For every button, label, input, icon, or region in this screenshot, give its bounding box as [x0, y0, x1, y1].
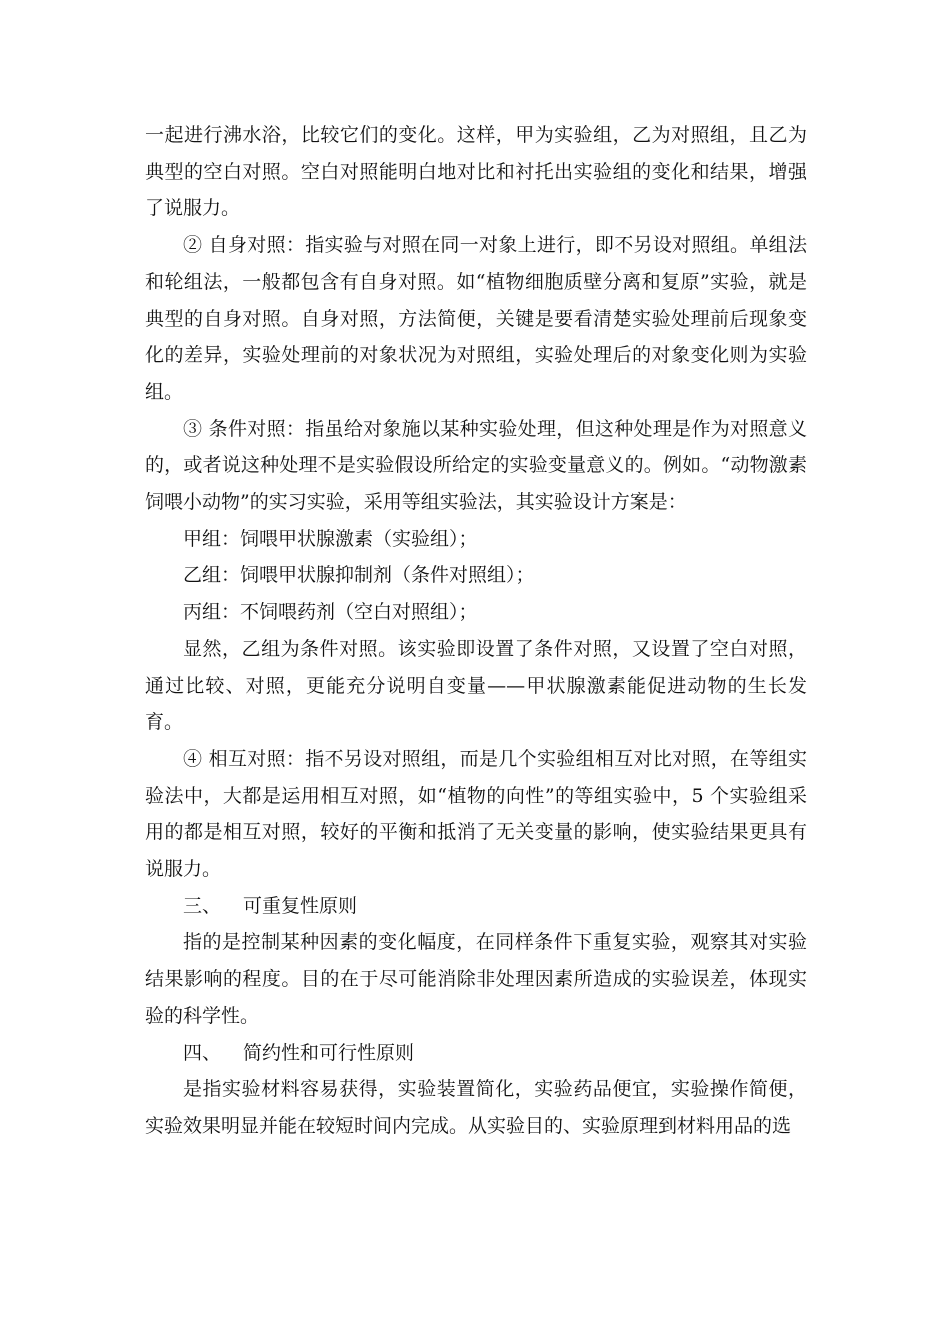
section-number: 三、: [183, 894, 222, 917]
group-yi-item: 乙组：饲喂甲状腺抑制剂（条件对照组）；: [183, 564, 535, 587]
section-title: 简约性和可行性原则: [243, 1041, 415, 1064]
section-heading-repeatability: [145, 888, 807, 925]
section-title: 可重复性原则: [243, 894, 358, 917]
section-heading-simplicity: [145, 1035, 807, 1072]
paragraph-mutual-control: ④ 相互对照：指不另设对照组，而是几个实验组相互对比对照，在等组实验法中，大都是运用相互对照，如“植物的向性”的等组实验中，5 个实验组采用的都是相互对照，较好的平衡和抵消了无关变量的影响，使实验结果更具有说服力。: [145, 747, 807, 881]
section-number: 四、: [183, 1041, 222, 1064]
document-body: [145, 117, 807, 1145]
paragraph-simplicity: 是指实验材料容易获得，实验装置简化，实验药品便宜，实验操作简便，实验效果明显并能在较短时间内完成。从实验目的、实验原理到材料用品的选: [145, 1078, 807, 1137]
paragraph-repeatability: 指的是控制某种因素的变化幅度，在同样条件下重复实验，观察其对实验结果影响的程度。目的在于尽可能消除非处理因素所造成的实验误差，体现实验的科学性。: [145, 931, 807, 1027]
paragraph-conclusion: 显然，乙组为条件对照。该实验即设置了条件对照，又设置了空白对照，通过比较、对照，更能充分说明自变量——甲状腺激素能促进动物的生长发育。: [145, 637, 807, 734]
paragraph-self-control: ② 自身对照：指实验与对照在同一对象上进行，即不另设对照组。单组法和轮组法，一般都包含有自身对照。如“植物细胞质壁分离和复原”实验，就是典型的自身对照。自身对照，方法简便，关键是要看清楚实验处理前后现象变化的差异，实验处理前的对象状况为对照组，实验处理后的对象变化则为实验组。: [145, 234, 807, 403]
group-bing-item: 丙组：不饲喂药剂（空白对照组）；: [183, 601, 478, 624]
paragraph-blank-control: 一起进行沸水浴，比较它们的变化。这样，甲为实验组，乙为对照组，且乙为典型的空白对照。空白对照能明白地对比和衬托出实验组的变化和结果，增强了说服力。: [145, 124, 807, 220]
paragraph-condition-control: ③ 条件对照：指虽给对象施以某种实验处理，但这种处理是作为对照意义的，或者说这种处理不是实验假设所给定的实验变量意义的。例如。“动物激素饲喂小动物”的实习实验，采用等组实验法，其实验设计方案是：: [145, 417, 807, 514]
group-jia-item: 甲组：饲喂甲状腺激素（实验组）；: [183, 527, 478, 550]
